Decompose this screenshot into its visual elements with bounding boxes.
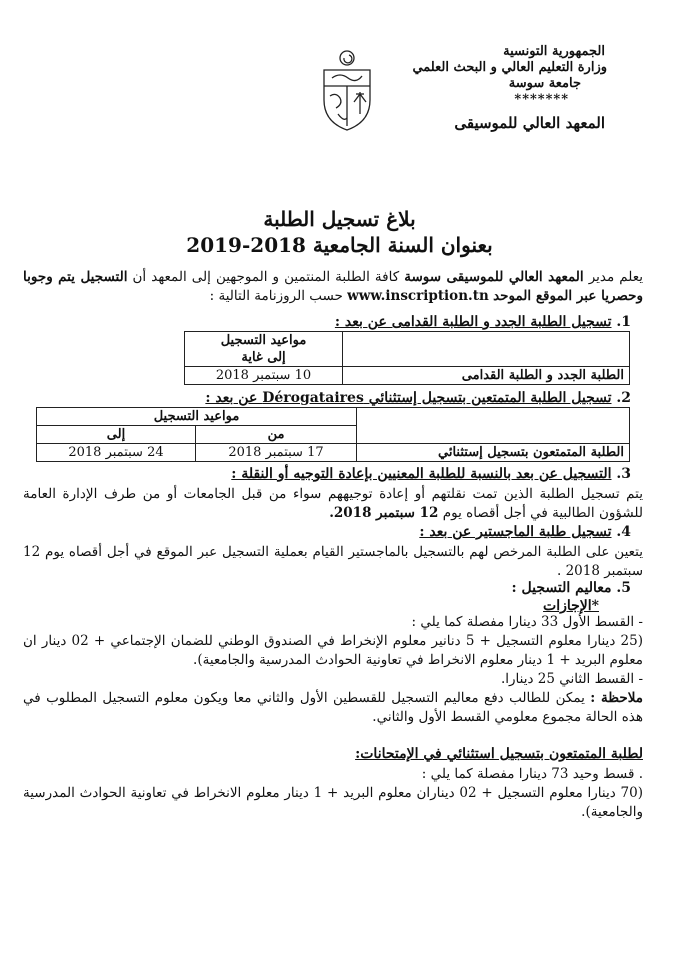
section2-table xyxy=(36,407,630,462)
section5-line-2: (25 دينارا معلوم التسجيل + 5 دنانير معلوم الإنخراط في الصندوق الوطني للضمان الإجتماعي + 02 دينار ان معلوم البريد + 1 دينار معلوم الانخراط في تعاونية الحوادث المدرسية والجامعية). xyxy=(23,633,643,668)
header-ministry: وزارة التعليم العالي و البحث العلمي xyxy=(412,60,607,75)
section4-title: تسجيل طلبة الماجستير عن بعد : xyxy=(419,524,612,540)
intro-registration: التسجيل يتم وجوبا وحصريا عبر الموقع الموحد xyxy=(23,269,643,304)
section2-col-header: مواعيد التسجيل xyxy=(37,408,357,426)
section2-title-a: تسجيل الطلبة المتمتعين بتسجيل إستثنائي xyxy=(363,390,612,406)
section3-date: 12 سبتمبر 2018. xyxy=(329,505,439,521)
section1-heading xyxy=(335,313,631,331)
header-institute: المعهد العالي للموسيقى xyxy=(454,114,605,132)
section4-text: يتعين على الطلبة المرخص لهم بالتسجيل بالماجستير القيام بعملية التسجيل عبر الموقع في أجل أقصاه يوم 12 سبتمبر 2018 . xyxy=(23,544,643,579)
section2-to-label: إلى xyxy=(37,426,196,444)
exams-line-2: (70 دينارا معلوم التسجيل + 02 ديناران معلوم البريد + 1 دينار معلوم الانخراط في تعاونية الحوادث المدرسية والجامعية). xyxy=(23,785,644,820)
section4-num: 4. xyxy=(616,524,631,540)
intro-website: www.inscription.tn xyxy=(347,288,489,304)
exams-line-1: . قسط وحيد 73 دينارا مفصلة كما يلي : xyxy=(421,766,643,782)
section5-note-label: ملاحظة : xyxy=(590,690,643,706)
section1-table xyxy=(184,331,630,385)
tunisia-coat-of-arms-icon xyxy=(318,48,376,134)
section3-title: التسجيل عن بعد بالنسبة للطلبة المعنيين بإعادة التوجيه أو النقلة : xyxy=(231,466,612,482)
section1-col-header: مواعيد التسجيل إلى غاية xyxy=(185,332,343,367)
section5-note xyxy=(23,689,643,727)
title-line2: بعنوان السنة الجامعية 2018-2019 xyxy=(186,233,493,257)
section5-subtitle: *الإجازات xyxy=(543,598,599,614)
section3-heading xyxy=(231,465,631,483)
section2-empty-cell xyxy=(357,408,630,444)
section5-note-text: يمكن للطالب دفع معاليم التسجيل للقسطين الأول والثاني معا ويكون معلوم التسجيل المطلوب في هذه الحالة مجموع معلومي القسط الأول والثاني. xyxy=(23,690,643,725)
section2-from-label: من xyxy=(196,426,357,444)
section1-empty-cell xyxy=(343,332,630,367)
section1-title: تسجيل الطلبة الجدد و الطلبة القدامى عن بعد : xyxy=(334,314,612,330)
exams-heading: لطلبة المتمتعون بتسجيل استثنائي في الإمتحانات: xyxy=(355,746,643,762)
title-line1: بلاغ تسجيل الطلبة xyxy=(263,207,416,231)
section2-from-value: 17 سبتمبر 2018 xyxy=(196,444,357,462)
intro-part3: حسب الروزنامة التالية : xyxy=(209,288,348,304)
section2-num: 2. xyxy=(616,390,631,406)
section2-row-label: الطلبة المتمتعون بتسجيل إستثنائي xyxy=(357,444,630,462)
header-republic: الجمهورية التونسية xyxy=(503,44,605,59)
intro-part2: كافة الطلبة المنتمين و الموجهين إلى المعهد أن xyxy=(127,269,405,285)
section2-heading xyxy=(205,389,631,407)
section3-num: 3. xyxy=(616,466,631,482)
section5-title: معاليم التسجيل : xyxy=(511,580,612,596)
intro-part1: يعلم مدير xyxy=(583,269,643,285)
section2-to-value: 24 سبتمبر 2018 xyxy=(37,444,196,462)
section5-line-1: - القسط الأول 33 دينارا مفصلة كما يلي : xyxy=(411,614,643,630)
intro-institute: المعهد العالي للموسيقى سوسة xyxy=(404,269,584,285)
section5-heading xyxy=(512,579,631,597)
section5-num: 5. xyxy=(616,580,631,596)
section1-num: 1. xyxy=(616,314,631,330)
section4-heading xyxy=(419,523,631,541)
section1-row-value: 10 سبتمبر 2018 xyxy=(185,367,343,385)
intro-paragraph xyxy=(23,268,643,306)
section5-line-3: - القسط الثاني 25 دينارا. xyxy=(500,671,643,687)
section2-title-fr: Dérogataires xyxy=(262,390,364,406)
section2-title-b: عن بعد : xyxy=(205,390,263,406)
section3-text: يتم تسجيل الطلبة الذين تمت نقلتهم أو إعادة توجيههم سواء من قبل الجامعات أو من طرف الإدارة العامة للشؤون الطالبية في أجل أقصاه يوم 12 سبتمبر 2018. xyxy=(23,486,643,521)
header-stars: ******* xyxy=(514,92,569,107)
section1-row-label: الطلبة الجدد و الطلبة القدامى xyxy=(343,367,630,385)
header-university: جامعة سوسة xyxy=(508,76,581,91)
